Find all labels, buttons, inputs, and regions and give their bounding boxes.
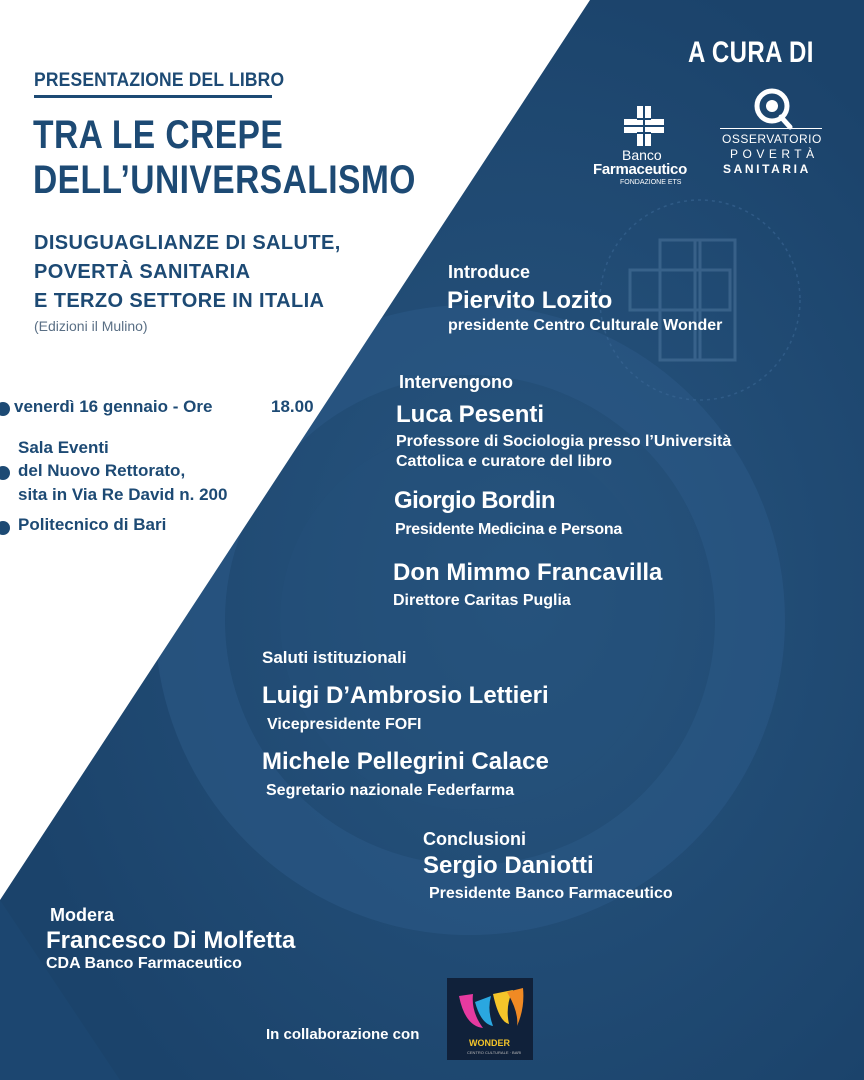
osservatorio-line1: OSSERVATORIO bbox=[722, 132, 822, 146]
saluti-name: Michele Pellegrini Calace bbox=[262, 748, 549, 775]
osservatorio-line2: POVERTÀ bbox=[730, 147, 819, 161]
book-title-line2: DELL’UNIVERSALISMO bbox=[33, 158, 416, 202]
venue-line1: Sala Eventi bbox=[18, 438, 109, 457]
collaboration-label: In collaborazione con bbox=[266, 1026, 420, 1043]
wonder-mark-icon bbox=[447, 982, 533, 1038]
book-title-line1: TRA LE CREPE bbox=[33, 113, 284, 157]
magnifier-icon bbox=[750, 86, 794, 130]
saluti-role: Vicepresidente FOFI bbox=[267, 716, 422, 733]
saluti-label: Saluti istituzionali bbox=[262, 648, 407, 667]
osservatorio-rule bbox=[720, 128, 822, 129]
modera-name: Francesco Di Molfetta bbox=[46, 927, 296, 954]
subtitle-line2: POVERTÀ SANITARIA bbox=[34, 261, 251, 283]
conclusioni-name: Sergio Daniotti bbox=[423, 852, 594, 879]
conclusioni-role: Presidente Banco Farmaceutico bbox=[429, 885, 673, 902]
wonder-logo-text: WONDER bbox=[469, 1038, 510, 1048]
speaker-name: Luca Pesenti bbox=[396, 401, 545, 428]
banco-cross-icon bbox=[622, 104, 666, 148]
speaker-name: Don Mimmo Francavilla bbox=[393, 559, 663, 586]
speaker-name: Giorgio Bordin bbox=[394, 487, 555, 514]
venue-line2: del Nuovo Rettorato, bbox=[18, 461, 186, 480]
banco-line1: Banco bbox=[622, 147, 662, 163]
venue-line3: sita in Via Re David n. 200 bbox=[18, 485, 228, 504]
event-time: 18.00 bbox=[271, 397, 314, 416]
speaker-role-line1: Presidente Medicina e Persona bbox=[395, 521, 622, 538]
institution: Politecnico di Bari bbox=[18, 515, 167, 534]
title-divider bbox=[34, 95, 272, 98]
subtitle-line3: E TERZO SETTORE IN ITALIA bbox=[34, 290, 325, 312]
speaker-role-line1: Professore di Sociologia presso l’Università bbox=[396, 433, 732, 450]
introduce-role: presidente Centro Culturale Wonder bbox=[448, 317, 723, 334]
modera-label: Modera bbox=[50, 905, 115, 925]
speaker-role-line1: Direttore Caritas Puglia bbox=[393, 592, 571, 609]
wonder-logo bbox=[447, 978, 533, 1060]
event-date: venerdì 16 gennaio - Ore bbox=[14, 397, 213, 416]
wonder-logo-sub: CENTRO CULTURALE · BARI bbox=[467, 1050, 522, 1055]
banco-farmaceutico-logo bbox=[592, 104, 696, 188]
intervengono-label: Intervengono bbox=[399, 372, 514, 392]
banco-line2: Farmaceutico bbox=[593, 161, 687, 178]
saluti-role: Segretario nazionale Federfarma bbox=[266, 782, 515, 799]
organizers-label: A CURA DI bbox=[688, 36, 814, 69]
introduce-label: Introduce bbox=[448, 262, 531, 282]
publisher: (Edizioni il Mulino) bbox=[34, 318, 148, 334]
speaker-role-line2: Cattolica e curatore del libro bbox=[396, 453, 613, 470]
modera-role: CDA Banco Farmaceutico bbox=[46, 955, 242, 972]
presentation-label: PRESENTAZIONE DEL LIBRO bbox=[34, 70, 285, 91]
conclusioni-label: Conclusioni bbox=[423, 829, 526, 849]
saluti-name: Luigi D’Ambrosio Lettieri bbox=[262, 682, 549, 709]
introduce-name: Piervito Lozito bbox=[447, 287, 613, 314]
subtitle-line1: DISUGUAGLIANZE DI SALUTE, bbox=[34, 232, 341, 254]
banco-line3: FONDAZIONE ETS bbox=[620, 179, 682, 186]
osservatorio-line3: SANITARIA bbox=[723, 162, 811, 176]
osservatorio-logo bbox=[720, 86, 824, 182]
